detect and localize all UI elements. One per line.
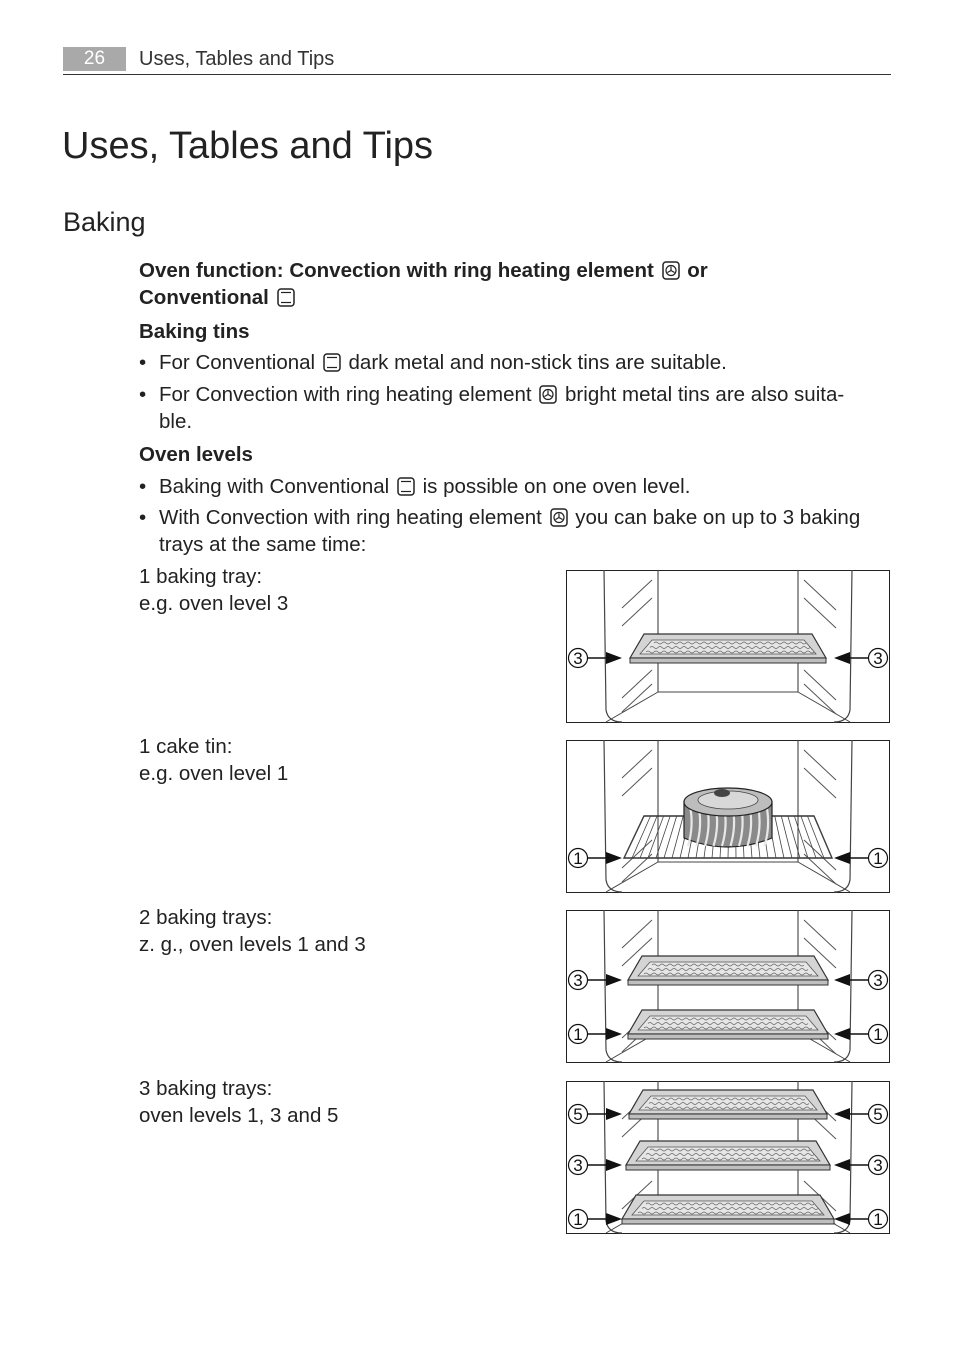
running-header: Uses, Tables and Tips <box>139 48 335 70</box>
page-title: Uses, Tables and Tips <box>62 125 434 167</box>
convection-ring-icon <box>662 261 680 280</box>
example-line: e.g. oven level 3 <box>139 592 289 615</box>
example-caption <box>139 733 288 787</box>
bullet-dot: • <box>139 506 147 529</box>
oven-diagram <box>566 570 890 723</box>
level-number: 3 <box>873 649 883 668</box>
level-number: 1 <box>573 1210 583 1229</box>
level-number: 5 <box>573 1105 583 1124</box>
oven-levels-heading: Oven levels <box>139 443 253 466</box>
bullet-text: you can bake on up to 3 baking <box>575 506 861 529</box>
baking-tray <box>629 1090 827 1119</box>
conventional-icon <box>323 353 341 372</box>
oven-function-or: or <box>687 259 708 282</box>
list-item <box>139 349 891 376</box>
bullet-text: Baking with Conventional <box>159 475 390 498</box>
example-line: 1 cake tin: <box>139 735 233 758</box>
level-number: 1 <box>573 1025 583 1044</box>
oven-frame <box>567 911 890 1063</box>
conventional-icon <box>397 477 415 496</box>
oven-diagram <box>566 740 890 893</box>
example-line: e.g. oven level 1 <box>139 762 289 785</box>
level-number: 3 <box>873 1156 883 1175</box>
bullet-text: With Convection with ring heating element <box>159 506 542 529</box>
oven-illustration <box>566 910 890 1063</box>
example-line: z. g., oven levels 1 and 3 <box>139 933 366 956</box>
bullet-text: bright metal tins are also suita- <box>565 383 845 406</box>
example-caption <box>139 563 288 617</box>
level-number: 3 <box>573 1156 583 1175</box>
conventional-icon <box>277 288 295 307</box>
example-line: 3 baking trays: <box>139 1077 273 1100</box>
level-number: 1 <box>573 849 583 868</box>
oven-function-line2-row <box>139 284 891 311</box>
oven-illustration <box>566 1081 890 1234</box>
bullet-text: is possible on one oven level. <box>422 475 691 498</box>
example-caption <box>139 1075 338 1129</box>
bullet-text: dark metal and non-stick tins are suitable. <box>348 351 727 374</box>
section-title: Baking <box>63 207 146 237</box>
list-item <box>139 473 891 500</box>
level-number: 1 <box>873 1210 883 1229</box>
baking-tray <box>628 956 828 985</box>
level-number: 1 <box>873 1025 883 1044</box>
level-number: 3 <box>573 971 583 990</box>
bullet-text: ble. <box>159 410 193 433</box>
bullet-dot: • <box>139 475 147 498</box>
oven-diagram <box>566 910 890 1063</box>
oven-function-line1: Oven function: Convection with ring heating element <box>139 259 654 282</box>
convection-ring-icon <box>550 508 568 527</box>
example-line: 1 baking tray: <box>139 565 263 588</box>
example-line: 2 baking trays: <box>139 906 273 929</box>
cake-tin <box>684 788 772 847</box>
baking-tray <box>628 1010 828 1039</box>
example-line: oven levels 1, 3 and 5 <box>139 1104 339 1127</box>
level-number: 5 <box>873 1105 883 1124</box>
convection-ring-icon <box>539 385 557 404</box>
oven-diagram <box>566 1081 890 1234</box>
header-rule <box>63 74 891 75</box>
list-item <box>139 381 891 435</box>
baking-tray <box>630 634 826 663</box>
bullet-text: For Convection with ring heating element <box>159 383 532 406</box>
baking-tins-heading: Baking tins <box>139 320 250 343</box>
oven-function-heading <box>139 257 891 284</box>
oven-illustration <box>566 570 890 723</box>
list-item <box>139 504 891 558</box>
page-number: 26 <box>63 47 126 71</box>
bullet-text: For Conventional <box>159 351 316 374</box>
level-number: 3 <box>873 971 883 990</box>
oven-illustration <box>566 740 890 893</box>
bullet-text: trays at the same time: <box>159 533 367 556</box>
level-number: 1 <box>873 849 883 868</box>
bullet-dot: • <box>139 383 147 406</box>
bullet-dot: • <box>139 351 147 374</box>
example-caption <box>139 904 366 958</box>
baking-tray <box>626 1141 830 1170</box>
oven-function-line2: Conventional <box>139 286 269 309</box>
level-number: 3 <box>573 649 583 668</box>
baking-tray <box>622 1195 834 1224</box>
